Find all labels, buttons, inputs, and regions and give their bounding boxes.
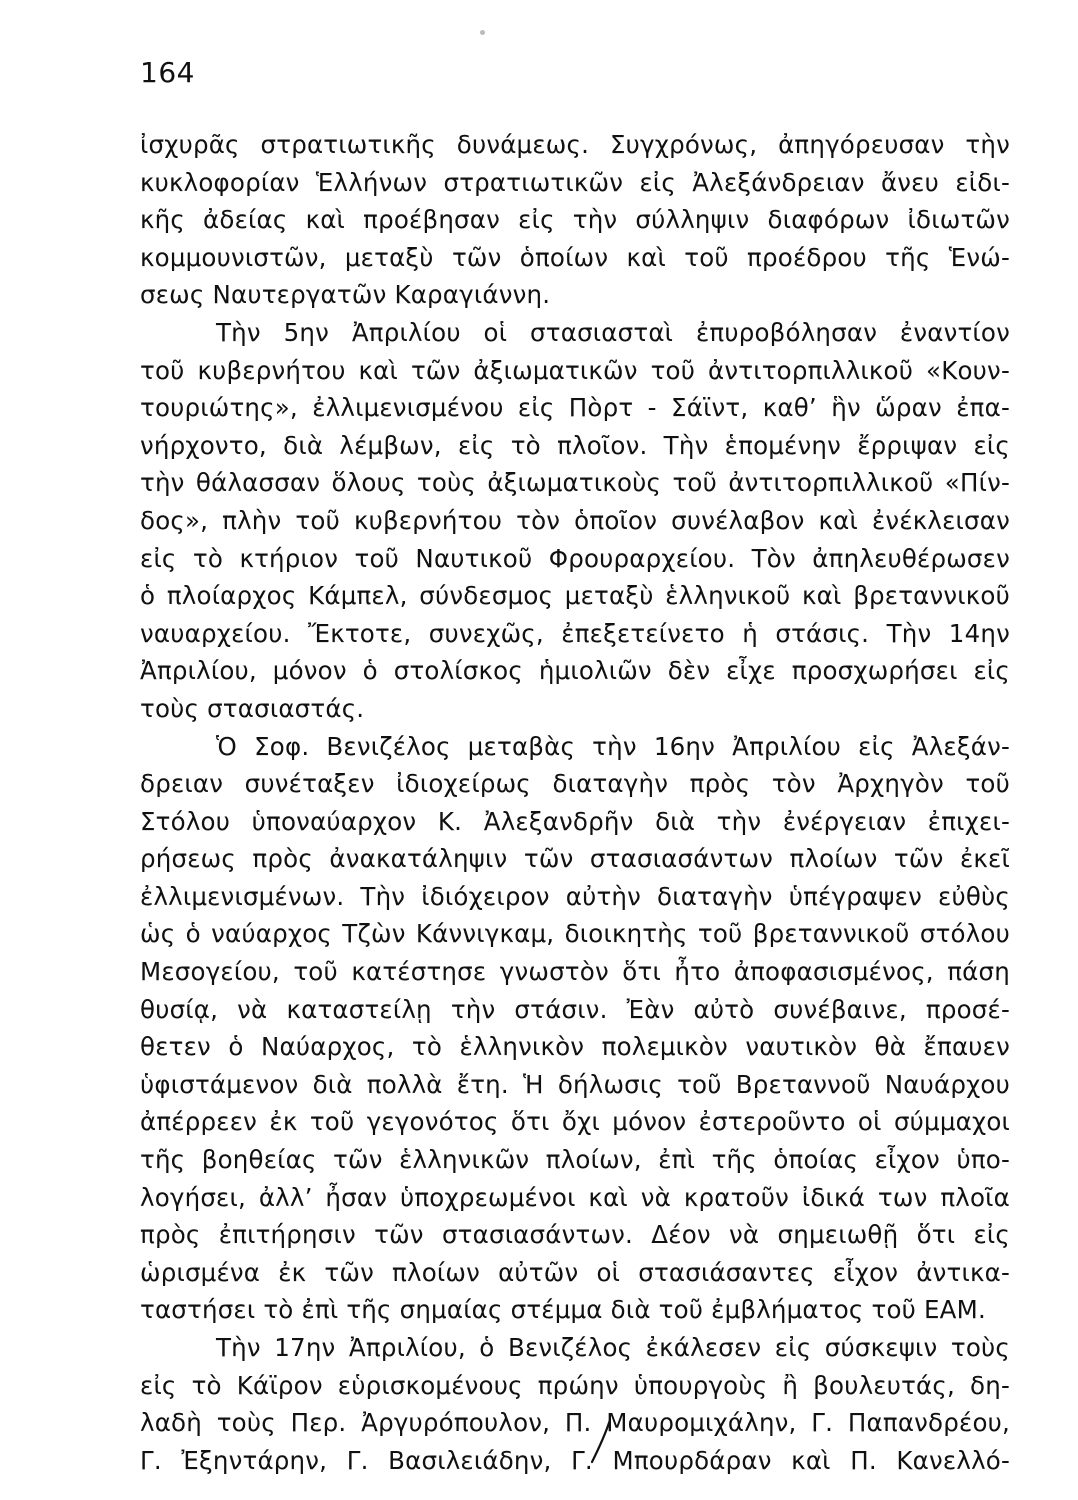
text-line: θετεν ὁ Ναύαρχος, τὸ ἑλληνικὸν πολεμικὸν ναυτικὸν θὰ ἔπαυεν [140,1032,1010,1062]
text-line: λογήσει, ἀλλ’ ἦσαν ὑποχρεωμένοι καὶ νὰ κρατοῦν ἰδικά των πλοῖα [140,1182,1010,1212]
text-line: τοῦ κυβερνήτου καὶ τῶν ἀξιωματικῶν τοῦ ἀντιτορπιλλικοῦ «Κουν- [140,355,1010,385]
text-line: Μεσογείου, τοῦ κατέστησε γνωστὸν ὅτι ἦτο ἀποφασισμένος, πάση [140,957,1010,987]
text-line: κῆς ἀδείας καὶ προέβησαν εἰς τὴν σύλληψιν διαφόρων ἰδιωτῶν [140,205,1010,235]
text-line: τῆς βοηθείας τῶν ἑλληνικῶν πλοίων, ἐπὶ τῆς ὁποίας εἶχον ὑπο- [140,1145,1010,1175]
text-line: ρήσεως πρὸς ἀνακατάληψιν τῶν στασιασάντων πλοίων τῶν ἐκεῖ [140,844,1010,874]
text-line: ὡς ὁ ναύαρχος Τζὼν Κάννιγκαμ, διοικητὴς τοῦ βρεταννικοῦ στόλου [140,919,1010,949]
paragraph-start-line: Τὴν 5ην Ἀπριλίου οἱ στασιασταὶ ἐπυροβόλησαν ἐναντίον [216,317,1010,347]
text-line: ναυαρχείου. Ἔκτοτε, συνεχῶς, ἐπεξετείνετο ἡ στάσις. Τὴν 14ην [140,618,1010,648]
paragraph-start-line: Ὁ Σοφ. Βενιζέλος μεταβὰς τὴν 16ην Ἀπριλίου εἰς Ἀλεξάν- [216,731,1010,761]
pen-mark-icon [586,1416,616,1466]
text-line: Γ. Ἐξηντάρην, Γ. Βασιλειάδην, Γ. Μπουρδάραν καὶ Π. Κανελλό- [140,1445,1010,1475]
text-line: Ἀπριλίου, μόνον ὁ στολίσκος ἡμιολιῶν δὲν εἶχε προσχωρήσει εἰς [140,656,1010,686]
scan-speck [480,30,485,35]
paragraph-start-line: Τὴν 17ην Ἀπριλίου, ὁ Βενιζέλος ἐκάλεσεν εἰς σύσκεψιν τοὺς [216,1333,1010,1362]
text-line: τουριώτης», ἐλλιμενισμένου εἰς Πὸρτ - Σάϊντ, καθ’ ἣν ὥραν ἐπα- [140,393,1010,423]
text-line: ἀπέρρεεν ἐκ τοῦ γεγονότος ὅτι ὄχι μόνον ἐστεροῦντο οἱ σύμμαχοι [140,1107,1010,1137]
text-line: ὁ πλοίαρχος Κάμπελ, σύνδεσμος μεταξὺ ἑλληνικοῦ καὶ βρεταννικοῦ [140,581,1010,611]
body-text [140,126,1010,1479]
text-line: πρὸς ἐπιτήρησιν τῶν στασιασάντων. Δέον νὰ σημειωθῇ ὅτι εἰς [140,1220,1010,1250]
text-line: ἐλλιμενισμένων. Τὴν ἰδιόχειρον αὐτὴν διαταγὴν ὑπέγραψεν εὐθὺς [140,881,1010,911]
text-line: ὡρισμένα ἐκ τῶν πλοίων αὐτῶν οἱ στασιάσαντες εἶχον ἀντικα- [140,1257,1010,1287]
text-line: Στόλου ὑποναύαρχον Κ. Ἀλεξανδρῆν διὰ τὴν ἐνέργειαν ἐπιχει- [140,806,1010,836]
text-line: λαδὴ τοὺς Περ. Ἀργυρόπουλον, Π. Μαυρομιχάλην, Γ. Παπανδρέου, [140,1408,1010,1438]
text-line: θυσίᾳ, νὰ καταστείλῃ τὴν στάσιν. Ἐὰν αὐτὸ συνέβαινε, προσέ- [140,994,1010,1024]
text-line: ταστήσει τὸ ἐπὶ τῆς σημαίας στέμμα διὰ τοῦ ἐμβλήματος τοῦ ΕΑΜ. [140,1295,986,1325]
text-line: δος», πλὴν τοῦ κυβερνήτου τὸν ὁποῖον συνέλαβον καὶ ἐνέκλεισαν [140,505,1010,535]
text-line: ὑφιστάμενον διὰ πολλὰ ἔτη. Ἡ δήλωσις τοῦ Βρεταννοῦ Ναυάρχου [140,1069,1010,1099]
text-line: τοὺς στασιαστάς. [140,693,365,723]
text-line: εἰς τὸ κτήριον τοῦ Ναυτικοῦ Φρουραρχείου. Τὸν ἀπηλευθέρωσεν [140,543,1010,573]
text-line: δρειαν συνέταξεν ἰδιοχείρως διαταγὴν πρὸς τὸν Ἀρχηγὸν τοῦ [140,769,1010,799]
text-line: σεως Ναυτεργατῶν Καραγιάννη. [140,280,551,310]
text-line: τὴν θάλασσαν ὅλους τοὺς ἀξιωματικοὺς τοῦ ἀντιτορπιλλικοῦ «Πίν- [140,468,1010,498]
text-line: κυκλοφορίαν Ἑλλήνων στρατιωτικῶν εἰς Ἀλεξάνδρειαν ἄνευ εἰδι- [140,167,1010,197]
text-line: εἰς τὸ Κάϊρον εὑρισκομένους πρώην ὑπουργοὺς ἢ βουλευτάς, δη- [140,1370,1010,1400]
text-line: νήρχοντο, διὰ λέμβων, εἰς τὸ πλοῖον. Τὴν ἑπομένην ἔρριψαν εἰς [140,430,1010,460]
page-number: 164 [140,56,195,89]
text-line: κομμουνιστῶν, μεταξὺ τῶν ὁποίων καὶ τοῦ προέδρου τῆς Ἑνώ- [140,242,1010,272]
text-line: ἰσχυρᾶς στρατιωτικῆς δυνάμεως. Συγχρόνως, ἀπηγόρευσαν τὴν [140,130,1010,159]
